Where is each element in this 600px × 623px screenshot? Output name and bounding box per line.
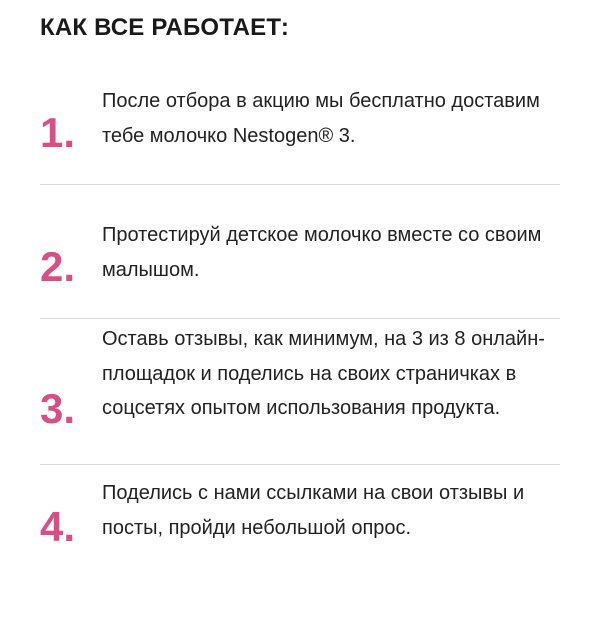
step-number: 3. [40, 385, 76, 432]
step-number: 4. [40, 503, 76, 550]
step-number: 2. [40, 243, 76, 290]
step-text: Поделись с нами ссылками на свои отзывы и посты, пройди небольшой опрос. [102, 482, 525, 539]
step-number: 1. [40, 109, 76, 156]
step-text: Протестируй детское молочко вместе со своим малышом. [102, 224, 542, 281]
step-divider [40, 464, 560, 465]
step-text: Оставь отзывы, как минимум, на 3 из 8 онлайн-площадок и поделись на своих страничках в соцсетях опытом использования продукта. [102, 328, 545, 419]
page-title: КАК ВСЕ РАБОТАЕТ: [40, 14, 290, 41]
step-divider [40, 184, 560, 185]
step-text: После отбора в акцию мы бесплатно доставим тебе молочко Nestogen® 3. [102, 90, 540, 147]
step-divider [40, 318, 560, 319]
